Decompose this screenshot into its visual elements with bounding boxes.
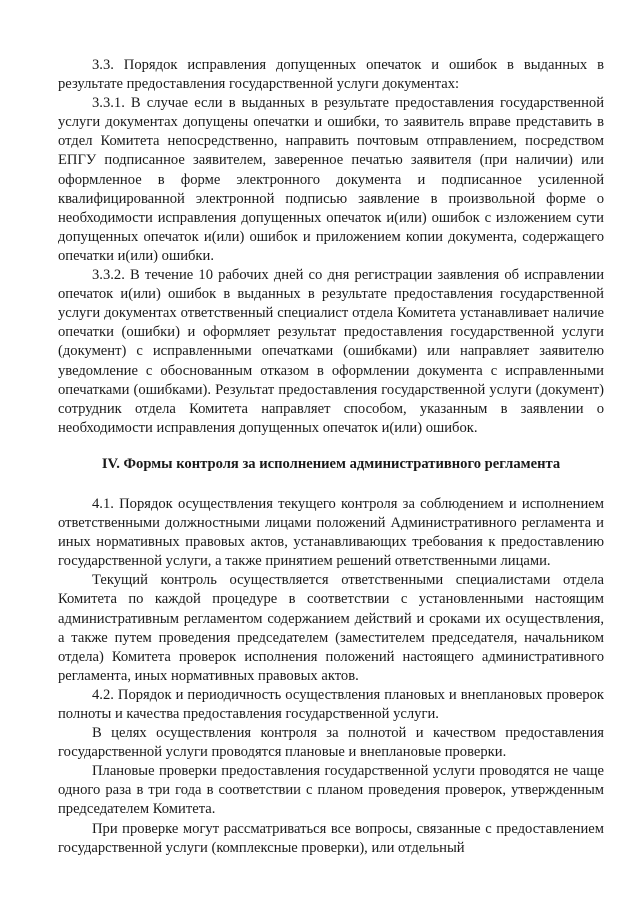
paragraph-4-2: 4.2. Порядок и периодичность осуществления плановых и внеплановых проверок полноты и качества предоставления государственной услуги.	[58, 686, 604, 722]
document-page	[58, 56, 604, 858]
paragraph-control-checks: В целях осуществления контроля за полнотой и качеством предоставления государственной услуги проводятся плановые и внеплановые проверки.	[58, 725, 604, 761]
paragraph-3-3-2: 3.3.2. В течение 10 рабочих дней со дня регистрации заявления об исправлении опечаток и(или) ошибок в выданных в результате предоставления государственной услуги документах ответственный специалист отдела Комитета устанавливает наличие опечатки (ошибки) и оформляет результат предоставления государственной услуги (документ) с исправленными опечатками (ошибками) или направляет заявителю уведомление с обоснованным отказом в оформлении документа с исправленными опечатками (ошибками). Результат предоставления государственной услуги (документ) сотрудник отдела Комитета направляет способом, указанным в заявлении о необходимости исправления допущенных опечаток и(или) ошибок.	[58, 267, 604, 436]
paragraph-planned-checks: Плановые проверки предоставления государственной услуги проводятся не чаще одного раза в три года в соответствии с планом проведения проверок, утвержденным председателем Комитета.	[58, 763, 604, 818]
paragraph-current-control: Текущий контроль осуществляется ответственными специалистами отдела Комитета по каждой процедуре в соответствии с установленными настоящим административным регламентом содержанием действий и сроками их осуществления, а также путем проведения председателем (заместителем председателя, начальником отдела) Комитета проверок исполнения положений настоящего административного регламента, иных нормативных правовых актов.	[58, 572, 604, 684]
paragraph-check-questions: При проверке могут рассматриваться все вопросы, связанные с предоставлением государственной услуги (комплексные проверки), или отдельный	[58, 820, 604, 856]
paragraph-3-3-1: 3.3.1. В случае если в выданных в результате предоставления государственной услуги документах допущены опечатки и ошибки, то заявитель вправе представить в отдел Комитета непосредственно, направить почтовым отправлением, посредством ЕПГУ подписанное заявителем, заверенное печатью заявителя (при наличии) или оформленное в форме электронного документа и подписанное усиленной квалифицированной электронной подписью заявление в произвольной форме о необходимости исправления допущенных опечаток и(или) ошибок с изложением сути допущенных опечаток и(или) ошибок и приложением копии документа, содержащего опечатки и(или) ошибки.	[58, 95, 604, 264]
section-heading-iv: IV. Формы контроля за исполнением административного регламента	[101, 455, 561, 472]
paragraph-3-3: 3.3. Порядок исправления допущенных опечаток и ошибок в выданных в результате предоставления государственной услуги документах:	[58, 57, 604, 93]
paragraph-4-1: 4.1. Порядок осуществления текущего контроля за соблюдением и исполнением ответственными должностными лицами положений Административного регламента и иных нормативных правовых актов, устанавливающих требования к предоставлению государственной услуги, а также принятием решений ответственными лицами.	[58, 495, 604, 570]
